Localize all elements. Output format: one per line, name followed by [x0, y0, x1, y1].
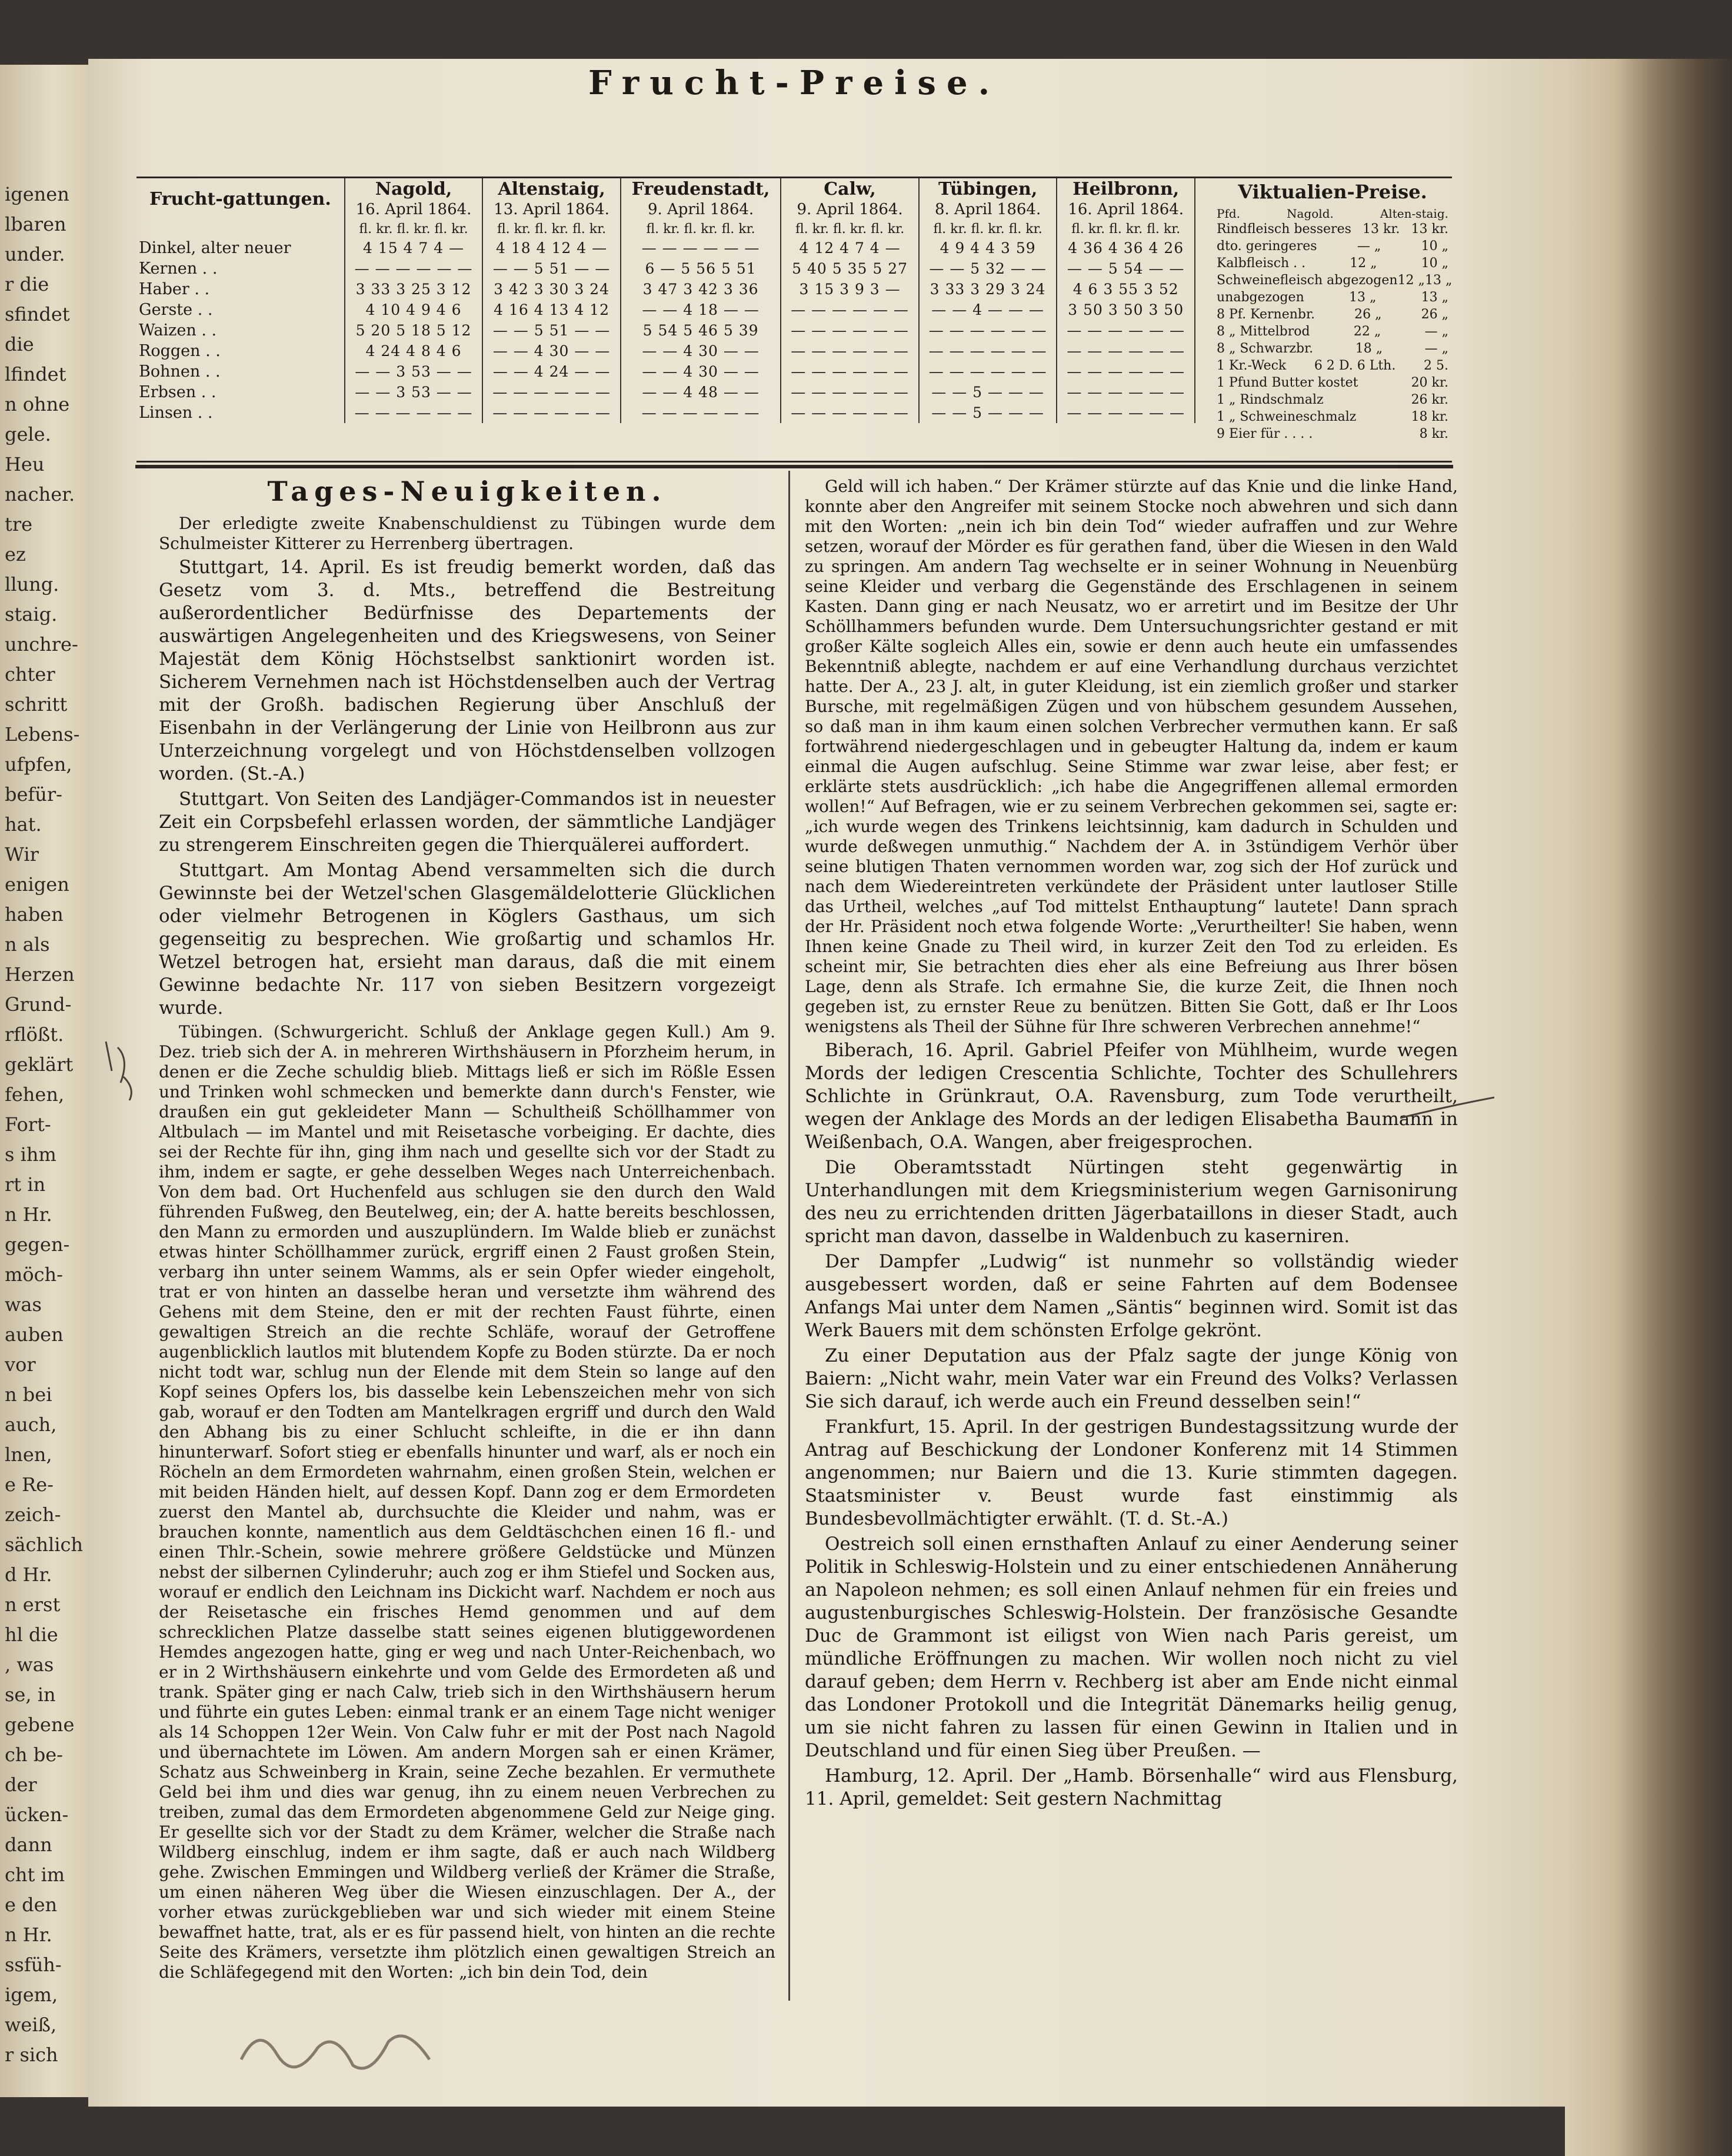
left-page-fragment: n erst [5, 1593, 61, 1616]
viktualien-item: dto. geringeres [1217, 239, 1317, 254]
left-page-fragment: under. [5, 243, 65, 265]
viktualien-price-a: 6 2 D. 6 Lth. [1314, 358, 1396, 373]
price-cell: — — — — — — [781, 361, 919, 382]
price-cell: 4 15 4 7 4 — [345, 238, 483, 258]
price-cell: — — 5 32 — — [919, 258, 1057, 279]
left-page-fragment: n Hr. [5, 1924, 52, 1946]
price-cell: 3 50 3 50 3 50 [1057, 300, 1195, 320]
news-article: Oestreich soll einen ernsthaften Anlauf zu einer Aenderung seiner Politik in Schleswig-Holstein und zu einer entschiedenen Annäherung an Napoleon nehmen; es soll einen Anlauf nehmen für ein freies und augustenburgisches Schleswig-Holstein. Der französische Gesandte Duc de Grammont ist eiligst von Wien nach Paris gereist, um mündliche Eröffnungen zu machen. Wir wollen noch nicht zu viel darauf geben; dem Herrn v. Rechberg ist aber am Ende nicht einmal das Londoner Protokoll und die Integrität Dänemarks heilig genug, um sie nicht fahren zu lassen für einen Gewinn in Italien und in Deutschland und für einen Sieg über Preußen. — [805, 1533, 1458, 1761]
city-name: Heilbronn, [1072, 179, 1180, 199]
price-cell: 3 47 3 42 3 36 [621, 279, 781, 300]
unit-row: fl. kr. fl. kr. fl. kr. [482, 221, 621, 238]
price-cell: 5 54 5 46 5 39 [621, 320, 781, 341]
viktualien-price-b: 8 kr. [1419, 427, 1448, 441]
viktualien-price-b: 13 „ [1421, 290, 1448, 305]
left-page-fragment: staig. [5, 603, 58, 625]
price-cell: — — 5 — — — [919, 382, 1057, 402]
city-name: Nagold, [375, 179, 452, 199]
left-page-fragment: Lebens- [5, 723, 80, 746]
column-separator [788, 471, 790, 2001]
price-cell: — — — — — — [1057, 361, 1195, 382]
left-page-fragment: igem, [5, 1984, 58, 2006]
viktualien-subheader [1213, 207, 1452, 221]
city-header [1057, 178, 1195, 221]
price-cell: — — — — — — [781, 402, 919, 423]
price-cell: — — — — — — [781, 382, 919, 402]
price-cell: 4 6 3 55 3 52 [1057, 279, 1195, 300]
grain-name: Gerste . . [136, 300, 345, 320]
news-article: Stuttgart, 14. April. Es ist freudig bemerkt worden, daß das Gesetz vom 3. d. Mts., betreffend die Bestreitung außerordentlicher Bedürfnisse des Departements der auswärtigen Angelegenheiten und des Kriegswesens, von Seiner Majestät dem König Höchstselbst sanktionirt worden ist. Sicherem Vernehmen nach ist Höchstdenselben auch der Vertrag mit der Großh. badischen Regierung über Anschluß der Eisenbahn in der Verlängerung der Linie von Heilbronn aus zur Unterzeichnung vorgelegt und von Höchstdenselben vollzogen worden. (St.-A.) [159, 557, 775, 784]
news-column-1 [159, 477, 775, 1985]
news-article: Die Oberamtsstadt Nürtingen steht gegenwärtig in Unterhandlungen mit dem Kriegsministerium wegen Garnisonirung des neu zu errichtenden dritten Jägerbataillons in dieser Stadt, auch spricht man davon, dasselbe in Waldenbuch zu kaserniren. [805, 1157, 1458, 1247]
left-page-fragment: tre [5, 513, 33, 535]
viktualien-price-b: 13 „ [1424, 273, 1453, 288]
left-page-fragment: lbaren [5, 213, 66, 235]
grain-name: Bohnen . . [136, 361, 345, 382]
viktualien-row [1213, 255, 1452, 272]
viktualien-price-b: 26 kr. [1411, 392, 1448, 407]
city-header [919, 178, 1057, 221]
price-cell: — — — — — — [1057, 402, 1195, 423]
city-header [781, 178, 919, 221]
price-row [136, 300, 1195, 320]
price-cell: 4 9 4 4 3 59 [919, 238, 1057, 258]
left-page-fragment: sächlich [5, 1533, 84, 1556]
viktualien-item: unabgezogen [1217, 290, 1304, 305]
left-page-fragment: geklärt [5, 1053, 74, 1076]
handwritten-signature [235, 2012, 471, 2083]
price-row [136, 258, 1195, 279]
viktualien-item: 1 Pfund Butter kostet [1217, 375, 1358, 390]
left-page-fragment: fehen, [5, 1083, 65, 1106]
grain-name: Kernen . . [136, 258, 345, 279]
left-page-fragment: Grund- [5, 993, 72, 1016]
viktualien-price-a: 26 „ [1354, 307, 1382, 322]
grain-price-table [136, 178, 1195, 423]
unit-row: fl. kr. fl. kr. fl. kr. [621, 221, 781, 238]
price-cell: — — 5 51 — — [482, 258, 621, 279]
city-name: Freudenstadt, [631, 179, 770, 199]
unit-row-spacer [136, 221, 345, 238]
left-page-fragment: ücken- [5, 1804, 69, 1826]
viktualien-unit: Pfd. [1217, 207, 1241, 221]
city-name: Calw, [824, 179, 876, 199]
left-page-fragment: r sich [5, 2044, 58, 2066]
handwritten-margin-note [94, 1036, 153, 1106]
price-cell: 4 36 4 36 4 26 [1057, 238, 1195, 258]
viktualien-row [1213, 289, 1452, 306]
viktualien-price-a: — „ [1357, 239, 1381, 254]
left-page-fragment: der [5, 1774, 37, 1796]
price-cell: — — — — — — [345, 402, 483, 423]
viktualien-price-b: — „ [1424, 324, 1448, 339]
viktualien-col-b: Alten-staig. [1380, 207, 1448, 221]
left-page-fragment: weiß, [5, 2014, 57, 2036]
left-page-fragment: llung. [5, 573, 59, 595]
unit-row: fl. kr. fl. kr. fl. kr. [345, 221, 483, 238]
left-page-fragment: nacher. [5, 483, 75, 505]
price-row [136, 361, 1195, 382]
city-header [345, 178, 483, 221]
left-page-fragment: gegen- [5, 1233, 70, 1256]
price-cell: — — — — — — [1057, 341, 1195, 361]
grain-name: Dinkel, alter neuer [136, 238, 345, 258]
city-date: 9. April 1864. [797, 201, 903, 218]
news-article: Geld will ich haben.“ Der Krämer stürzte auf das Knie und die linke Hand, konnte aber den Angreifer mit seinem Stocke noch abwehren und sich dann mit den Worten: „nein ich bin dein Tod“ wieder aufraffen und zur Wehre setzen, worauf der Mörder es für gerathen fand, über die Wiesen in den Wald zu springen. Am andern Tag wechselte er in seiner Wohnung in Neuenbürg seine Kleider und verbarg die Gegenstände des Erschlagenen in seinem Kasten. Dann ging er nach Neusatz, wo er arretirt und im Besitze der Uhr Schöllhammers befunden wurde. Dem Untersuchungsrichter gestand er mit großer Kälte sogleich Alles ein, sowie er denn auch heute ein umfassendes Bekenntniß ablegte, nachdem er auf eine Verhandlung durchaus verzichtet hatte. Der A., 23 J. alt, in guter Kleidung, ist ein ziemlich großer und starker Bursche, mit regelmäßigen Zügen und von hübschem gesundem Aussehen, so daß man in ihm kaum einen solchen Verbrecher vermuthen kann. Er saß fortwährend niedergeschlagen und in gebeugter Haltung da, indem er kaum einmal die Augen aufschlug. Seine Stimme war zwar leise, aber fest; er erklärte stets ausdrücklich: „ich habe die Angegriffenen allemal ermorden wollen!“ Auf Befragen, wie er zu seinem Verbrechen gekommen sei, sagte er: „ich wurde wegen des Trinkens leichtsinnig, kam dadurch in Schulden und wurde deßwegen unmuthig.“ Nachdem der A. in 3stündigem Verhör über seine blutigen Thaten vernommen worden war, zog sich der Hof zurück und nach dem Wiedereintreten verkündete der Präsident unter lautloser Stille das Urtheil, welches „auf Tod mittelst Enthauptung“ lautete! Dann sprach der Hr. Präsident noch etwa folgende Worte: „Verurtheilter! Sie haben, wenn Ihnen keine Gnade zu Theil wird, in kurzer Zeit den Tod zu erleiden. Es scheint mir, Sie betrachten dies eher als eine Befreiung aus Ihrer bösen Lage, denn als Strafe. Ich ermahne Sie, die kurze Zeit, die Ihnen noch gegeben ist, zu ernster Reue zu benützen. Bitten Sie Gott, daß er Ihr Loos wenigstens als Theil der Sühne für Ihre schweren Verbrechen annehme!“ [805, 477, 1458, 1036]
masthead-title: Frucht-Preise. [588, 64, 1001, 102]
viktualien-item: 1 „ Schweineschmalz [1217, 410, 1357, 424]
left-page-fragment: möch- [5, 1263, 63, 1286]
left-page-fragment: auch, [5, 1413, 57, 1436]
viktualien-row [1213, 323, 1452, 340]
viktualien-row [1213, 357, 1452, 374]
left-page-fragment: haben [5, 903, 64, 926]
left-page-fragment: n Hr. [5, 1203, 52, 1226]
viktualien-price-b: 10 „ [1421, 256, 1448, 271]
left-page-fragment: , was [5, 1653, 54, 1676]
viktualien-row [1213, 221, 1452, 238]
left-page-fragment: ssfüh- [5, 1954, 62, 1976]
price-cell: 4 24 4 8 4 6 [345, 341, 483, 361]
viktualien-row [1213, 238, 1452, 255]
city-date: 13. April 1864. [494, 201, 609, 218]
price-row [136, 382, 1195, 402]
price-cell: — — — — — — [1057, 320, 1195, 341]
city-date: 8. April 1864. [934, 201, 1041, 218]
viktualien-price-a: 18 „ [1355, 341, 1383, 356]
viktualien-row [1213, 374, 1452, 391]
viktualien-item: Schweinefleisch abgezogen [1217, 273, 1398, 288]
viktualien-price-b: 13 kr. [1411, 222, 1448, 237]
viktualien-item: 1 Kr.-Weck [1217, 358, 1287, 373]
left-page-fragment: rt in [5, 1173, 46, 1196]
city-date: 9. April 1864. [647, 201, 754, 218]
viktualien-col-a: Nagold. [1287, 207, 1334, 221]
news-article: Der erledigte zweite Knabenschuldienst zu Tübingen wurde dem Schulmeister Kitterer zu Herrenberg übertragen. [159, 514, 775, 553]
left-page-fragment: ez [5, 543, 26, 565]
price-row [136, 238, 1195, 258]
price-row [136, 279, 1195, 300]
price-cell: — — 4 18 — — [621, 300, 781, 320]
left-page-fragment: lfindet [5, 363, 66, 385]
news-heading: Tages-Neuigkeiten. [267, 475, 667, 507]
news-article: Hamburg, 12. April. Der „Hamb. Börsenhalle“ wird aus Flensburg, 11. April, gemeldet: Seit gestern Nachmittag [805, 1765, 1458, 1809]
price-row [136, 402, 1195, 423]
left-page-fragment: gebene [5, 1714, 75, 1736]
viktualien-item: Rindfleisch besseres [1217, 222, 1351, 237]
price-cell: — — 4 48 — — [621, 382, 781, 402]
viktualien-item: 1 „ Rindschmalz [1217, 392, 1324, 407]
left-page-fragment: e Re- [5, 1473, 54, 1496]
price-cell: 4 16 4 13 4 12 [482, 300, 621, 320]
viktualien-item: Kalbfleisch . . [1217, 256, 1306, 271]
viktualien-row [1213, 272, 1452, 289]
unit-row: fl. kr. fl. kr. fl. kr. [1057, 221, 1195, 238]
news-article: Zu einer Deputation aus der Pfalz sagte der junge König von Baiern: „Nicht wahr, mein Vater war ein Freund des Volks? Verlassen Sie sich darauf, ich werde auch ein Freund desselben sein!“ [805, 1345, 1458, 1412]
left-page-fragment: zeich- [5, 1503, 61, 1526]
left-page-fragment: unchre- [5, 633, 78, 656]
left-page-fragment: lnen, [5, 1443, 52, 1466]
section-divider [135, 465, 1453, 468]
left-page-fragment: dann [5, 1834, 52, 1856]
left-page-fragment: Fort- [5, 1113, 51, 1136]
grain-name: Haber . . [136, 279, 345, 300]
news-article: Tübingen. (Schwurgericht. Schluß der Anklage gegen Kull.) Am 9. Dez. trieb sich der A. in mehreren Wirthshäusern in Pforzheim herum, in denen er die Zeche schuldig blieb. Mittags ließ er sich im Rößle Essen und Trinken wohl schmecken und bemerkte dann durch's Fenster, wie draußen ein gut gekleideter Mann — Schultheiß Schöllhammer von Altbulach — im Mantel und mit Reisetasche vorbeiging. Er dachte, dies sei der Rechte für ihn, ging ihm nach und gesellte sich vor der Stadt zu ihm, indem er sagte, er gehe desselben Weges nach Unterreichenbach. Von dem bad. Ort Huchenfeld aus schlugen sie den durch den Wald führenden Fußweg, den Beutelweg, ein; der A. hatte bereits beschlossen, den Mann zu ermorden und auszuplündern. Im Walde blieb er zunächst etwas hinter Schöllhammer zurück, ergriff einen 2 Faust großen Stein, verbarg ihn unter seinem Wamms, als er sein Opfer wieder eingeholt, trat er von hinten an dasselbe heran und versetzte ihm während des Gehens mit dem Steine, den er mit der rechten Faust führte, einen gewaltigen Streich an die rechte Schläfe, worauf der Getroffene augenblicklich lautlos mit blutendem Kopfe zu Boden stürzte. Da er noch nicht todt war, schlug nun der Elende mit dem Stein so lange auf den Kopf seines Opfers los, bis dasselbe kein Lebenszeichen mehr von sich gab, worauf er den Todten am Mantelkragen ergriff und durch den Wald den Abhang bis zu einer Schlucht schleifte, in die er ihn dann hinunterwarf. Sofort stieg er ebenfalls hinunter und warf, als er noch ein Röcheln an dem Ermordeten wahrnahm, einen großen Stein, welchen er mit beiden Händen hielt, auf dessen Kopf. Dann zog er dem Ermordeten zuerst den Mantel ab, durchsuchte die Kleider und nahm, was er brauchen konnte, namentlich aus dem Geldtäschchen einen 16 fl.- und einen Thlr.-Schein, sowie mehrere größere Geldstücke und Münzen nebst der silbernen Cylinderuhr; auch zog er ihm Stiefel und Socken aus, worauf er endlich den Leichnam ins Dickicht warf. Nachdem er noch aus der Reisetasche ein frisches Hemd genommen und auf dem schrecklichen Platze dasselbe statt seines eigenen blutiggewordenen Hemdes angezogen hatte, ging er weg und nach Unter-Reichenbach, wo er in 2 Wirthshäusern einkehrte und vom Gelde des Ermordeten aß und trank. Später ging er nach Calw, trieb sich in den Wirthshäusern herum und führte ein gutes Leben: einmal trank er an einem Tage nicht weniger als 14 Schoppen 12er Wein. Von Calw fuhr er mit der Post nach Nagold und übernachtete im Löwen. Am andern Morgen sah er einen Krämer, Schatz aus Schweinberg in Krain, seine Zeche bezahlen. Er vermuthete Geld bei ihm und dies war genug, ihn zu einem neuen Verbrechen zu treiben, zumal das dem Ermordeten abgenommene Geld zur Neige ging. Er gesellte sich vor der Stadt zu dem Krämer, welcher die Straße nach Wildberg einschlug, indem er ihm sagte, daß er auch nach Wildberg gehe. Zwischen Emmingen und Wildberg verließ der Krämer die Straße, um einen näheren Weg über die Wiesen einzuschlagen. Der A., der vorher etwas zurückgeblieben war und sich wieder mit einem Steine bewaffnet hatte, trat, als er es für passend hielt, von hinten an die rechte Seite des Krämers, versetzte ihm plötzlich einen gewaltigen Streich an die Schläfegegend mit den Worten: „ich bin dein Tod, dein [159, 1022, 775, 1982]
grain-header: Frucht-gattungen. [136, 178, 345, 221]
left-page-fragment: n ohne [5, 393, 70, 415]
viktualien-item: 8 „ Mittelbrod [1217, 324, 1310, 339]
price-cell: — — 5 54 — — [1057, 258, 1195, 279]
left-page-fragment: befür- [5, 783, 62, 806]
grain-name: Erbsen . . [136, 382, 345, 402]
price-cell: 4 10 4 9 4 6 [345, 300, 483, 320]
viktualien-item: 8 „ Schwarzbr. [1217, 341, 1314, 356]
price-cell: 3 33 3 25 3 12 [345, 279, 483, 300]
left-page-fragment: r die [5, 273, 49, 295]
price-cell: — — — — — — [482, 382, 621, 402]
price-cell: 3 42 3 30 3 24 [482, 279, 621, 300]
left-page-fragment: ch be- [5, 1744, 63, 1766]
price-cell: — — 4 30 — — [621, 361, 781, 382]
left-page-edge [0, 65, 88, 2097]
price-cell: — — — — — — [919, 361, 1057, 382]
viktualien-row [1213, 408, 1452, 425]
price-row [136, 320, 1195, 341]
viktualien-price-a: 12 „ [1350, 256, 1377, 271]
grain-name: Linsen . . [136, 402, 345, 423]
viktualien-price-a: 13 „ [1348, 290, 1377, 305]
news-article: Biberach, 16. April. Gabriel Pfeifer von Mühlheim, wurde wegen Mords der ledigen Crescentia Schlichte, Tochter des Schullehrers Schlichte in Grünkraut, O.A. Ravensburg, zum Tode verurtheilt, wegen der Anklage des Mords an der ledigen Elisabetha Baumann in Weißenbach, O.A. Wangen, aber freigesprochen. [805, 1040, 1458, 1153]
left-page-fragment: hat. [5, 813, 42, 836]
price-cell: — — — — — — [781, 341, 919, 361]
viktualien-row [1213, 391, 1452, 408]
handwritten-pen-mark [1400, 1094, 1494, 1130]
viktualien-row [1213, 306, 1452, 323]
left-page-fragment: cht im [5, 1864, 65, 1886]
viktualien-price-b: 20 kr. [1411, 375, 1448, 390]
left-page-fragment: e den [5, 1894, 58, 1916]
viktualien-title: Viktualien-Preise. [1238, 181, 1427, 203]
viktualien-price-b: 10 „ [1421, 239, 1448, 254]
price-cell: — — — — — — [1057, 382, 1195, 402]
viktualien-price-b: 18 kr. [1411, 410, 1448, 424]
left-page-fragment: igenen [5, 183, 69, 205]
price-cell: — — — — — — [781, 300, 919, 320]
viktualien-prices [1213, 178, 1452, 442]
price-cell: — — — — — — [621, 238, 781, 258]
left-page-fragment: d Hr. [5, 1563, 52, 1586]
left-page-fragment: rflößt. [5, 1023, 64, 1046]
left-page-fragment: sfindet [5, 303, 70, 325]
price-cell: — — — — — — [482, 402, 621, 423]
price-cell: — — — — — — [345, 258, 483, 279]
left-page-fragment: hl die [5, 1623, 58, 1646]
viktualien-item: 9 Eier für . . . . [1217, 427, 1313, 441]
left-page-fragment: die [5, 333, 34, 355]
price-cell: 3 15 3 9 3 — [781, 279, 919, 300]
viktualien-row [1213, 340, 1452, 357]
left-page-fragment: Wir [5, 843, 39, 866]
price-cell: 4 12 4 7 4 — [781, 238, 919, 258]
left-page-fragment: enigen [5, 873, 69, 896]
left-page-fragment: schritt [5, 693, 68, 716]
price-cell: 5 40 5 35 5 27 [781, 258, 919, 279]
left-page-fragment: vor [5, 1353, 36, 1376]
price-cell: — — — — — — [919, 341, 1057, 361]
left-page-fragment: Herzen [5, 963, 75, 986]
news-article: Stuttgart. Von Seiten des Landjäger-Commandos ist in neuester Zeit ein Corpsbefehl erlassen worden, der sämmtliche Landjäger zu strengerem Einschreiten gegen die Thierquälerei auffordert. [159, 788, 775, 856]
city-header [621, 178, 781, 221]
left-page-fragment: n bei [5, 1383, 52, 1406]
viktualien-price-b: 2 5. [1424, 358, 1448, 373]
viktualien-row [1213, 425, 1452, 442]
price-cell: — — 4 30 — — [621, 341, 781, 361]
city-date: 16. April 1864. [1068, 201, 1184, 218]
price-cell: 6 — 5 56 5 51 [621, 258, 781, 279]
viktualien-price-a: 22 „ [1353, 324, 1381, 339]
left-page-fragment: n als [5, 933, 50, 956]
viktualien-price-a: 12 „ [1397, 273, 1425, 288]
viktualien-price-a: 13 kr. [1363, 222, 1400, 237]
news-article: Der Dampfer „Ludwig“ ist nunmehr so vollständig wieder ausgebessert worden, daß er seine Fahrten auf dem Bodensee Anfangs Mai unter dem Namen „Säntis“ beginnen wird. Somit ist das Werk Bauers mit dem schönsten Erfolge gekrönt. [805, 1251, 1458, 1341]
city-header [482, 178, 621, 221]
viktualien-price-b: — „ [1424, 341, 1448, 356]
price-cell: — — — — — — [919, 320, 1057, 341]
left-page-fragment: auben [5, 1323, 64, 1346]
price-cell: — — 4 24 — — [482, 361, 621, 382]
left-page-fragment: gele. [5, 423, 51, 445]
price-cell: 5 20 5 18 5 12 [345, 320, 483, 341]
left-page-fragment: Heu [5, 453, 45, 475]
grain-name: Waizen . . [136, 320, 345, 341]
unit-row: fl. kr. fl. kr. fl. kr. [781, 221, 919, 238]
city-name: Tübingen, [938, 179, 1038, 199]
price-cell: — — — — — — [781, 320, 919, 341]
price-row [136, 341, 1195, 361]
price-cell: — — 4 30 — — [482, 341, 621, 361]
price-table-area [136, 177, 1452, 463]
grain-name: Roggen . . [136, 341, 345, 361]
price-cell: — — 3 53 — — [345, 361, 483, 382]
price-cell: — — 4 — — — [919, 300, 1057, 320]
left-page-fragment: se, in [5, 1683, 56, 1706]
left-page-fragment: ufpfen, [5, 753, 72, 776]
viktualien-price-b: 26 „ [1421, 307, 1448, 322]
unit-row: fl. kr. fl. kr. fl. kr. [919, 221, 1057, 238]
city-name: Altenstaig, [498, 179, 605, 199]
left-page-fragment: chter [5, 663, 55, 686]
left-page-fragment: s ihm [5, 1143, 56, 1166]
price-cell: 4 18 4 12 4 — [482, 238, 621, 258]
book-binding [1565, 59, 1732, 2156]
news-column-2 [805, 477, 1458, 1813]
city-date: 16. April 1864. [355, 201, 472, 218]
price-cell: 3 33 3 29 3 24 [919, 279, 1057, 300]
price-cell: — — 3 53 — — [345, 382, 483, 402]
news-article: Frankfurt, 15. April. In der gestrigen Bundestagssitzung wurde der Antrag auf Beschickung der Londoner Konferenz mit 14 Stimmen angenommen; nur Baiern und die 13. Kurie stimmten dagegen. Staatsminister v. Beust wurde fast einstimmig als Bundesbevollmächtigter erwählt. (T. d. St.-A.) [805, 1416, 1458, 1529]
news-article: Stuttgart. Am Montag Abend versammelten sich die durch Gewinnste bei der Wetzel'schen Glasgemäldelotterie Glücklichen oder vielmehr Betrogenen in Köglers Gasthaus, um sich gegenseitig zu besprechen. Wie großartig und schamlos Hr. Wetzel betrogen hat, ersieht man daraus, daß die mit einem Gewinne bedachte Nr. 117 von sieben Besitzern vorgezeigt wurde. [159, 860, 775, 1019]
price-cell: — — 5 51 — — [482, 320, 621, 341]
viktualien-item: 8 Pf. Kernenbr. [1217, 307, 1315, 322]
price-cell: — — 5 — — — [919, 402, 1057, 423]
price-cell: — — — — — — [621, 402, 781, 423]
left-page-fragment: was [5, 1293, 42, 1316]
